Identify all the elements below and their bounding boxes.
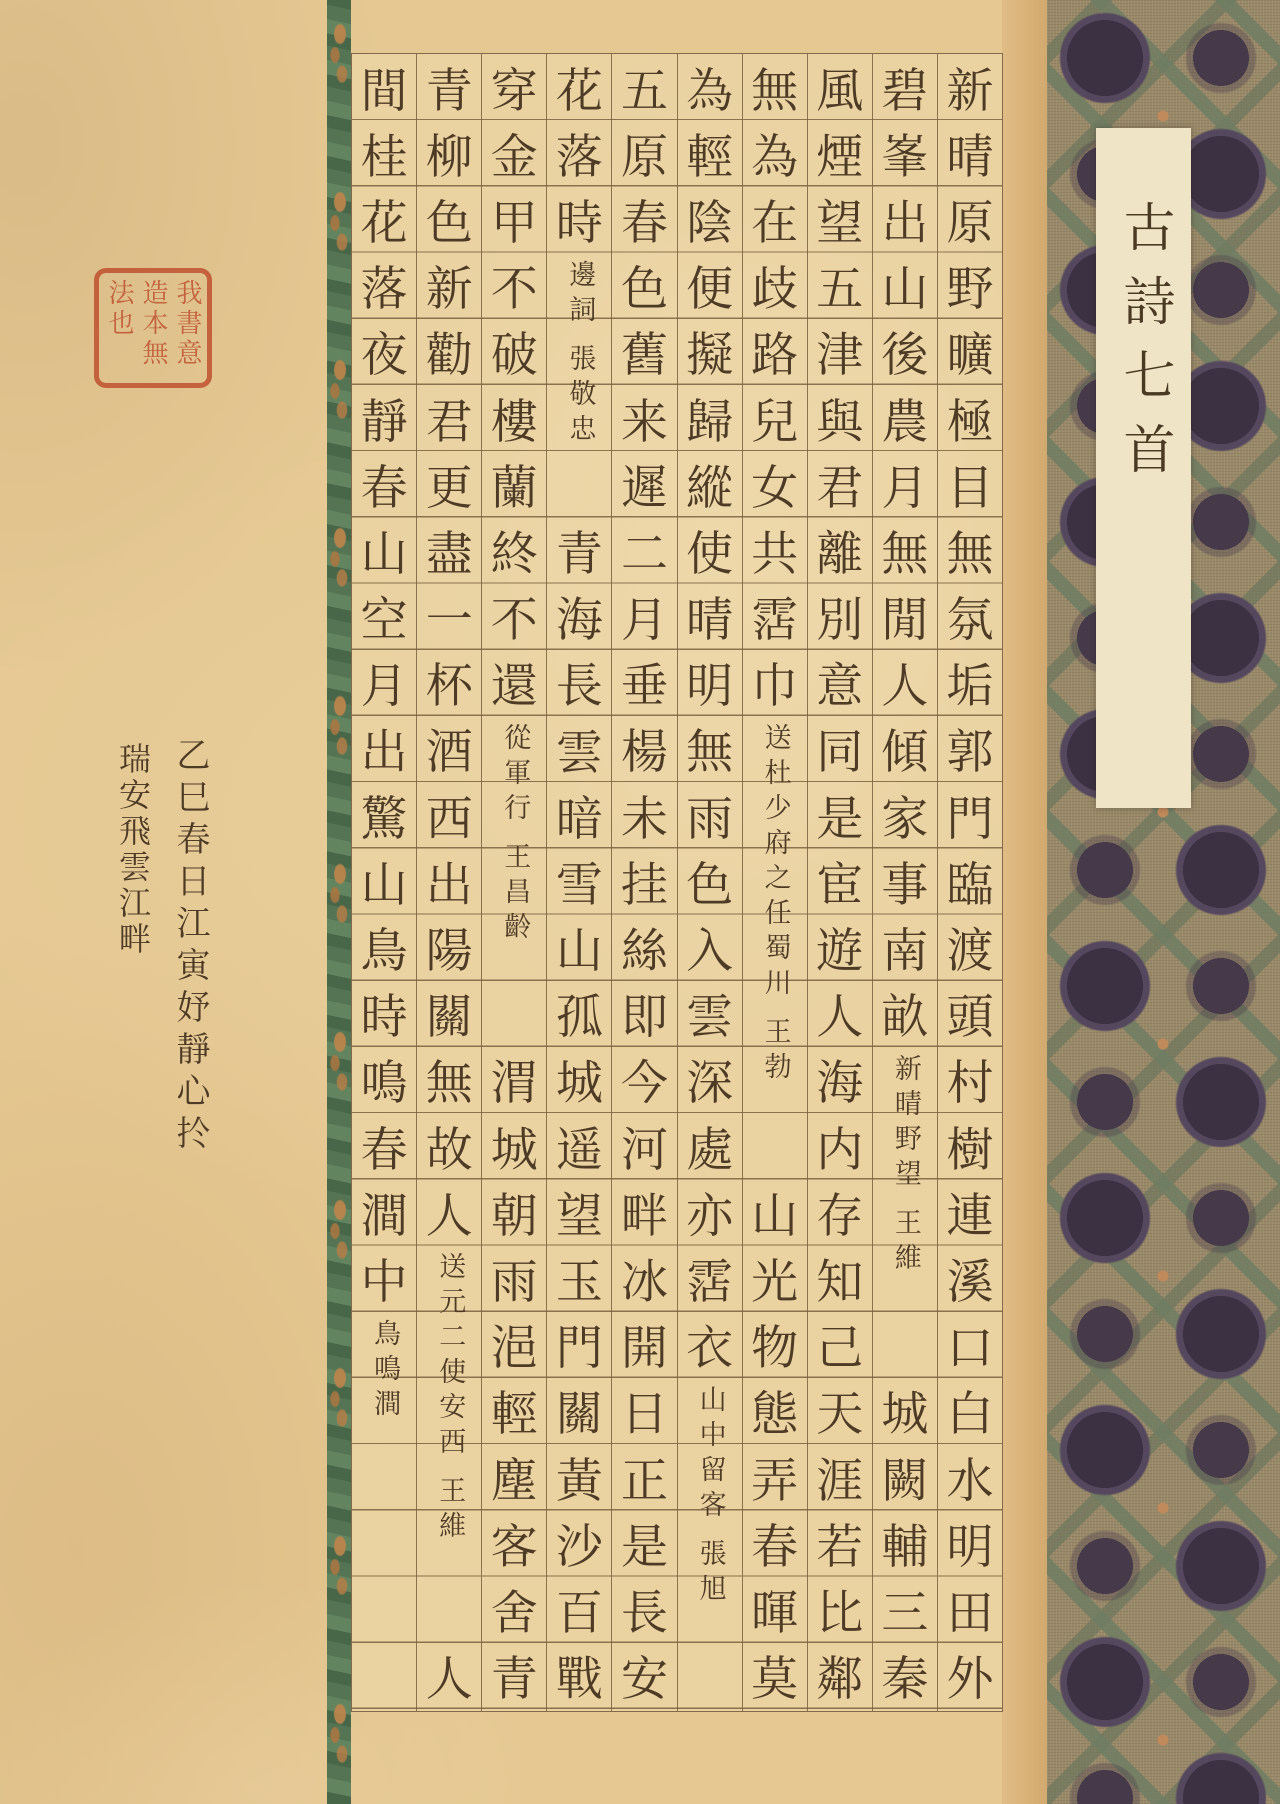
- char-cell: 山: [360, 526, 408, 582]
- char-cell: 更: [425, 460, 473, 516]
- char-cell: 不: [490, 593, 538, 649]
- char-cell: 玉: [555, 1255, 603, 1311]
- title-slip-text: 古詩七首: [1114, 200, 1174, 496]
- char-cell: 天: [816, 1387, 864, 1443]
- calligraphy-grid: [351, 53, 1003, 1712]
- char-cell: 鳥: [360, 924, 408, 980]
- char-cell: 河: [620, 1122, 668, 1178]
- char-cell: 津: [816, 328, 864, 384]
- char-cell: 三: [881, 1585, 929, 1641]
- char-cell: 是: [620, 1519, 668, 1575]
- char-cell: 目: [946, 460, 994, 516]
- char-cell: 陽: [425, 924, 473, 980]
- char-cell: 杯: [425, 659, 473, 715]
- char-cell: 水: [946, 1453, 994, 1509]
- char-cell: 望: [555, 1188, 603, 1244]
- char-cell: 畔: [620, 1188, 668, 1244]
- char-cell: 比: [816, 1585, 864, 1641]
- char-cell: 臨: [946, 857, 994, 913]
- char-cell: 山: [360, 857, 408, 913]
- char-cell: 闕: [881, 1453, 929, 1509]
- char-cell: 絲: [620, 924, 668, 980]
- char-cell: 物: [751, 1321, 799, 1377]
- char-cell: 門: [946, 791, 994, 847]
- poem-author: 張旭: [694, 1538, 726, 1609]
- char-cell: 空: [360, 593, 408, 649]
- char-cell: 巾: [751, 659, 799, 715]
- poem-title: 送杜少府之任蜀川: [759, 722, 791, 1003]
- char-cell: 溪: [946, 1254, 994, 1310]
- char-cell: 農: [881, 394, 929, 450]
- char-cell: 秦: [881, 1652, 929, 1708]
- char-cell: 輔: [881, 1519, 929, 1575]
- poem-column: [546, 54, 611, 1711]
- char-cell: 渭: [490, 1056, 538, 1112]
- char-cell: 靜: [360, 394, 408, 450]
- char-cell: 衣: [686, 1321, 734, 1377]
- poem-title-block: [678, 1378, 742, 1709]
- char-cell: 曠: [946, 328, 994, 384]
- char-cell: 鳴: [360, 1056, 408, 1112]
- char-cell: 渡: [946, 924, 994, 980]
- char-cell: 口: [946, 1321, 994, 1377]
- char-cell: 山: [751, 1188, 799, 1244]
- char-cell: 遥: [555, 1122, 603, 1178]
- char-cell: 人: [816, 990, 864, 1046]
- char-cell: 頭: [946, 990, 994, 1046]
- char-cell: 兒: [751, 394, 799, 450]
- char-cell: 在: [751, 195, 799, 251]
- char-cell: 城: [881, 1387, 929, 1443]
- char-cell: 城: [490, 1122, 538, 1178]
- char-cell: 原: [946, 195, 994, 251]
- char-cell: 便: [686, 262, 734, 318]
- poem-title: 邊詞: [564, 259, 596, 330]
- char-cell: 暉: [751, 1585, 799, 1641]
- char-cell: 出: [360, 725, 408, 781]
- char-cell: 南: [881, 924, 929, 980]
- poem-title-block: [547, 253, 611, 518]
- char-cell: 無: [425, 1056, 473, 1112]
- tan-border-strip: [1002, 0, 1047, 1804]
- signature-line-1: 乙巳春日江寅妤靜心扵: [170, 737, 210, 1157]
- char-cell: 還: [490, 659, 538, 715]
- char-cell: 莫: [751, 1652, 799, 1708]
- char-cell: 霑: [686, 1254, 734, 1310]
- char-cell: 女: [751, 460, 799, 516]
- char-cell: 長: [620, 1585, 668, 1641]
- poem-column: [807, 54, 872, 1711]
- poem-title-block: [417, 1245, 481, 1642]
- char-cell: 中: [360, 1254, 408, 1310]
- char-cell: 色: [620, 262, 668, 318]
- char-cell: 金: [490, 129, 538, 185]
- char-cell: 青: [425, 63, 473, 119]
- char-cell: 君: [816, 460, 864, 516]
- char-cell: 知: [816, 1254, 864, 1310]
- char-cell: 同: [816, 725, 864, 781]
- char-cell: 穿: [490, 63, 538, 119]
- char-cell: 陰: [686, 195, 734, 251]
- char-cell: 意: [816, 659, 864, 715]
- char-cell: 西: [425, 791, 473, 847]
- char-cell: 野: [946, 262, 994, 318]
- char-cell: 路: [751, 328, 799, 384]
- char-cell: 深: [686, 1056, 734, 1112]
- char-cell: 弄: [751, 1453, 799, 1509]
- char-cell: 正: [620, 1453, 668, 1509]
- char-cell: 安: [620, 1652, 668, 1708]
- char-cell: 朝: [490, 1188, 538, 1244]
- poem-title-block: [873, 1047, 937, 1378]
- char-cell: 晴: [686, 593, 734, 649]
- poem-column: [416, 54, 481, 1711]
- char-cell: 終: [490, 526, 538, 582]
- char-cell: 是: [816, 791, 864, 847]
- char-cell: 共: [751, 526, 799, 582]
- char-cell: 郭: [946, 725, 994, 781]
- char-cell: 家: [881, 791, 929, 847]
- char-cell: 新: [425, 262, 473, 318]
- char-cell: 遊: [816, 924, 864, 980]
- char-cell: 出: [881, 195, 929, 251]
- char-cell: 今: [620, 1056, 668, 1112]
- poem-title: 新晴野望: [889, 1053, 921, 1194]
- char-cell: 甲: [490, 195, 538, 251]
- char-cell: 與: [816, 394, 864, 450]
- poem-column: [937, 54, 1002, 1711]
- char-cell: 春: [360, 460, 408, 516]
- poem-title-block: [482, 716, 546, 1047]
- char-cell: 故: [425, 1122, 473, 1178]
- char-cell: 擬: [686, 328, 734, 384]
- char-cell: 畝: [881, 990, 929, 1046]
- red-seal-stamp: [94, 268, 212, 388]
- char-cell: 歸: [686, 394, 734, 450]
- char-cell: 塵: [490, 1453, 538, 1509]
- char-cell: 出: [425, 857, 473, 913]
- char-cell: 山: [555, 924, 603, 980]
- char-cell: 蘭: [490, 460, 538, 516]
- char-cell: 關: [425, 990, 473, 1046]
- char-cell: 月: [360, 659, 408, 715]
- char-cell: 縱: [686, 460, 734, 516]
- char-cell: 後: [881, 328, 929, 384]
- poem-title: 從軍行: [499, 722, 531, 828]
- char-cell: 新: [946, 63, 994, 119]
- char-cell: 煙: [816, 129, 864, 185]
- char-cell: 晴: [946, 129, 994, 185]
- poem-column: [352, 54, 416, 1711]
- char-cell: 酒: [425, 725, 473, 781]
- char-cell: 日: [620, 1387, 668, 1443]
- char-cell: 長: [555, 659, 603, 715]
- char-cell: 使: [686, 526, 734, 582]
- poem-column: [872, 54, 937, 1711]
- char-cell: 垂: [620, 659, 668, 715]
- char-cell: 入: [686, 924, 734, 980]
- poem-column: [677, 54, 742, 1711]
- char-cell: 別: [816, 593, 864, 649]
- char-cell: 垢: [946, 659, 994, 715]
- char-cell: 舍: [490, 1585, 538, 1641]
- char-cell: 閒: [881, 593, 929, 649]
- signature-line-2: 瑞安飛雲江畔: [114, 742, 152, 958]
- char-cell: 無: [946, 526, 994, 582]
- char-cell: 明: [946, 1519, 994, 1575]
- char-cell: 處: [686, 1122, 734, 1178]
- char-cell: 柳: [425, 129, 473, 185]
- char-cell: 驚: [360, 791, 408, 847]
- char-cell: 宦: [816, 857, 864, 913]
- char-cell: 来: [620, 394, 668, 450]
- char-cell: 離: [816, 526, 864, 582]
- char-cell: 亦: [686, 1188, 734, 1244]
- char-cell: 五: [620, 63, 668, 119]
- char-cell: 傾: [881, 725, 929, 781]
- char-cell: 戰: [555, 1652, 603, 1708]
- char-cell: 雲: [555, 725, 603, 781]
- char-cell: 春: [751, 1519, 799, 1575]
- char-cell: 人: [881, 659, 929, 715]
- char-cell: 明: [686, 659, 734, 715]
- char-cell: 二: [620, 526, 668, 582]
- char-cell: 光: [751, 1255, 799, 1311]
- char-cell: 春: [360, 1122, 408, 1178]
- char-cell: 峯: [881, 129, 929, 185]
- char-cell: 碧: [881, 63, 929, 119]
- char-cell: 青: [490, 1652, 538, 1708]
- char-cell: 海: [816, 1056, 864, 1112]
- char-cell: 春: [620, 195, 668, 251]
- poem-column: [481, 54, 546, 1711]
- char-cell: 百: [555, 1585, 603, 1641]
- green-mounting-strip: [327, 0, 351, 1804]
- char-cell: 城: [555, 1056, 603, 1112]
- char-cell: 門: [555, 1321, 603, 1377]
- char-cell: 輕: [686, 129, 734, 185]
- char-cell: 望: [816, 195, 864, 251]
- char-cell: 花: [360, 195, 408, 251]
- char-cell: 雨: [686, 791, 734, 847]
- char-cell: 歧: [751, 262, 799, 318]
- char-cell: 月: [620, 593, 668, 649]
- char-cell: 破: [490, 328, 538, 384]
- char-cell: 落: [555, 129, 603, 185]
- char-cell: 時: [555, 195, 603, 251]
- poem-author: 王維: [434, 1476, 466, 1547]
- poem-title: 送元二使安西: [434, 1252, 466, 1463]
- char-cell: 事: [881, 857, 929, 913]
- char-cell: 色: [425, 195, 473, 251]
- char-cell: 夜: [360, 328, 408, 384]
- char-cell: 開: [620, 1321, 668, 1377]
- char-cell: 海: [555, 593, 603, 649]
- char-cell: 連: [946, 1188, 994, 1244]
- char-cell: 青: [555, 526, 603, 582]
- char-cell: 無: [751, 63, 799, 119]
- empty-cells: [352, 1444, 416, 1709]
- char-cell: 浥: [490, 1321, 538, 1377]
- char-cell: 村: [946, 1056, 994, 1112]
- char-cell: 未: [620, 791, 668, 847]
- char-cell: 五: [816, 262, 864, 318]
- title-slip: [1096, 128, 1191, 808]
- char-cell: 不: [490, 262, 538, 318]
- poem-column: [611, 54, 676, 1711]
- char-cell: 時: [360, 990, 408, 1046]
- char-cell: 為: [751, 129, 799, 185]
- char-cell: 舊: [620, 328, 668, 384]
- poem-title-block: [743, 716, 807, 1179]
- poem-author: 張敬忠: [564, 343, 596, 449]
- char-cell: 霑: [751, 593, 799, 649]
- poem-author: 王昌齡: [499, 841, 531, 947]
- char-cell: 孤: [555, 990, 603, 1046]
- char-cell: 輕: [490, 1387, 538, 1443]
- char-cell: 桂: [360, 129, 408, 185]
- char-cell: 樹: [946, 1122, 994, 1178]
- char-cell: 盡: [425, 526, 473, 582]
- char-cell: 存: [816, 1188, 864, 1244]
- poem-column: [742, 54, 807, 1711]
- char-cell: 沙: [555, 1519, 603, 1575]
- char-cell: 山: [881, 262, 929, 318]
- char-cell: 關: [555, 1387, 603, 1443]
- char-cell: 原: [620, 129, 668, 185]
- char-cell: 白: [946, 1387, 994, 1443]
- char-cell: 樓: [490, 394, 538, 450]
- char-cell: 内: [816, 1122, 864, 1178]
- char-cell: 月: [881, 460, 929, 516]
- char-cell: 態: [751, 1387, 799, 1443]
- char-cell: 黃: [555, 1453, 603, 1509]
- char-cell: 一: [425, 593, 473, 649]
- char-cell: 為: [686, 63, 734, 119]
- char-cell: 鄰: [816, 1652, 864, 1708]
- char-cell: 挂: [620, 857, 668, 913]
- char-cell: 落: [360, 262, 408, 318]
- char-cell: 花: [555, 63, 603, 119]
- char-cell: 己: [816, 1321, 864, 1377]
- char-cell: 無: [881, 526, 929, 582]
- char-cell: 風: [816, 63, 864, 119]
- char-cell: 氛: [946, 593, 994, 649]
- char-cell: 人: [425, 1188, 473, 1244]
- char-cell: 遲: [620, 460, 668, 516]
- char-cell: 君: [425, 394, 473, 450]
- char-cell: 雲: [686, 990, 734, 1046]
- char-cell: 楊: [620, 725, 668, 781]
- char-cell: 雨: [490, 1255, 538, 1311]
- char-cell: 外: [946, 1652, 994, 1708]
- char-cell: 即: [620, 990, 668, 1046]
- char-cell: 若: [816, 1519, 864, 1575]
- poem-title: 山中留客: [694, 1384, 726, 1525]
- char-cell: 間: [360, 63, 408, 119]
- char-cell: 冰: [620, 1254, 668, 1310]
- poem-title-block: [352, 1312, 416, 1444]
- poem-author: 王維: [889, 1207, 921, 1278]
- char-cell: 勸: [425, 328, 473, 384]
- char-cell: 客: [490, 1519, 538, 1575]
- char-cell: 暗: [555, 791, 603, 847]
- char-cell: 田: [946, 1585, 994, 1641]
- seal-script-text: 我書意造本無法也: [104, 279, 202, 369]
- char-cell: 無: [686, 725, 734, 781]
- poem-title: 鳥鳴澗: [369, 1318, 401, 1424]
- char-cell: 雪: [555, 857, 603, 913]
- char-cell: 極: [946, 394, 994, 450]
- char-cell: 人: [425, 1652, 473, 1708]
- char-cell: 涯: [816, 1453, 864, 1509]
- char-cell: 色: [686, 857, 734, 913]
- poem-author: 王勃: [759, 1016, 791, 1087]
- char-cell: 澗: [360, 1188, 408, 1244]
